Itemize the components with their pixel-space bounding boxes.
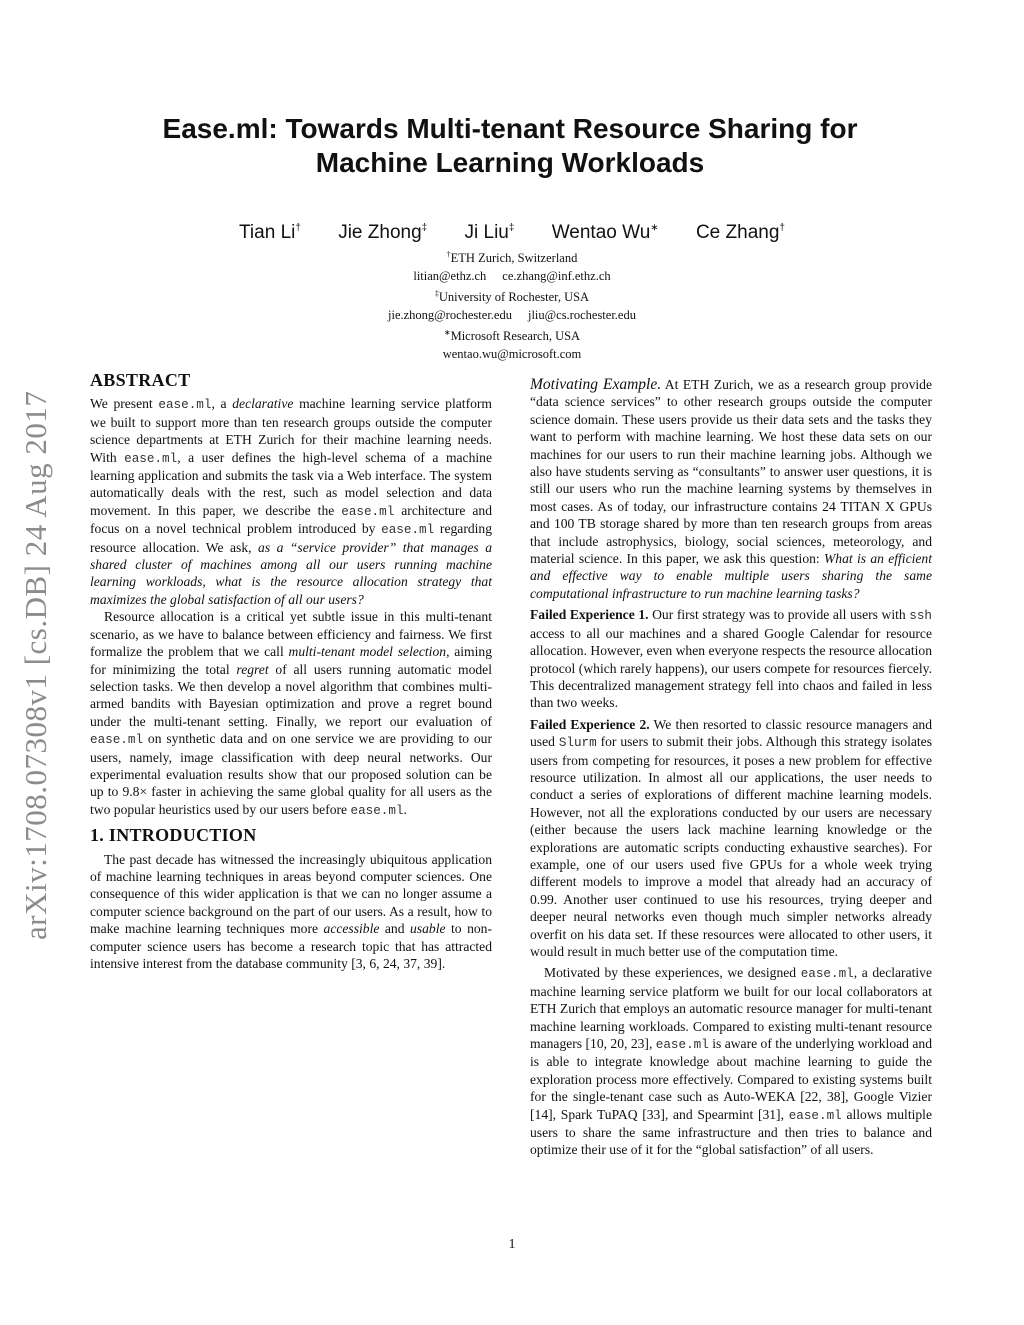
email: jliu@cs.rochester.edu [527,307,636,322]
paper-title [90,112,930,180]
author-mark: ‡ [421,222,428,234]
failed-experience-2-paragraph: Failed Experience 2. We then resorted to classic resource managers and used Slurm for users to submit their jobs. Although this strategy isolates users from competing for resources, it poses a new problem for effective resource utilization. In almost all our applications, the user needs to conduct a series of explorations of different machine learning models. However, not all the explorations conducted by our users are necessary (either because the users lack machine learning knowledge or the explorations are automatic scripts conducting exhaustive searches). For example, one of our users used five GPUs for a whole week trying different models to improve a model that already had an accuracy of 0.99. Another user continued to use his resources, trying deeper and deeper neural networks even though much simpler networks already overfit on his data set. If these resources were allocated to other users, it would result in much better use of the computation time. [530,716,932,959]
affiliation-mark: ‡ [434,289,439,299]
affiliation-mark: † [446,250,451,259]
author-mark: ‡ [508,222,515,234]
author-mark: ∗ [650,222,659,234]
author-name: Ce Zhang [695,222,780,243]
runin-heading: Failed Experience 1. [530,607,649,623]
email: jie.zhong@rochester.edu [388,307,512,322]
affiliation-name: Microsoft Research, USA [450,329,581,344]
author-name: Tian Li [239,222,296,243]
abstract-heading: ABSTRACT [90,370,191,390]
abstract-paragraph-1: We present ease.ml, a declarative machine learning service platform we built to support more than ten research groups outside the computer science departments at ETH Zurich for their machine learning needs. With ease.ml, a user defines the high-level schema of a machine learning application and submits the task via a Web interface. The system automatically deals with the rest, such as model selection and data movement. In this paper, we describe the ease.ml architecture and focus on a novel technical problem introduced by ease.ml regarding resource allocation. We ask, as a “service provider” that manages a shared cluster of machines among all our users running machine learning workloads, what is the resource allocation strategy that maximizes the global satisfaction of all our users? [90,396,493,607]
author [696,222,785,243]
page-number: 1 [508,1236,516,1251]
author-name: Jie Zhong [338,222,422,243]
right-column [530,376,932,1159]
emails-eth [0,268,1024,286]
author [239,222,301,243]
author-name: Wentao Wu [551,222,651,243]
title-line-1: Ease.ml: Towards Multi-tenant Resource Sharing for [162,113,858,144]
runin-heading: Failed Experience 2. [530,716,650,732]
failed-experience-1-paragraph: Failed Experience 1. Our first strategy was to provide all users with ssh access to all our machines and a shared Google Calendar for resource allocation. However, even when everyone respects the resource allocation protocol (which rarely happens), our users compete for resources fiercely. This decentralized management strategy fell into chaos and failed in less than two weeks. [530,607,932,711]
author [338,222,427,243]
motivated-paragraph: Motivated by these experiences, we designed ease.ml, a declarative machine learning service platform we built for our local collaborators at ETH Zurich that employs an automatic resource manager for multi-tenant machine learning workloads. Compared to existing multi-tenant resource managers [10, 20, 23], ease.ml is aware of the underlying workload and is able to integrate knowledge about machine learning to guide the exploration process more effectively. Compared to existing systems built for the single-tenant case such as Auto-WEKA [22, 38], Google Vizier [14], Spark TuPAQ [33], and Spearmint [31], ease.ml allows multiple users to share the same infrastructure and then tries to balance and optimize their use of it for the “global satisfaction” of all users. [530,965,932,1158]
affiliations [0,246,1024,363]
email: wentao.wu@microsoft.com [442,346,582,361]
introduction-paragraph-1: The past decade has witnessed the increasingly ubiquitous application of machine learning techniques in areas beyond computer sciences. One consequence of this wider application is that we can no longer assume a computer science background on the part of our users. As a result, how to make machine learning techniques more accessible and usable to non-computer science users has become a research topic that has attracted intensive interest from the database community [3, 6, 24, 37, 39]. [90,851,492,971]
introduction-heading: 1. INTRODUCTION [90,825,257,846]
left-column [90,372,492,972]
author [552,222,659,243]
email: litian@ethz.ch [413,268,487,283]
emails-rochester [0,307,1024,325]
affiliation-microsoft [0,324,1024,346]
abstract-paragraph-2: Resource allocation is a critical yet subtle issue in this multi-tenant scenario, as we have to balance between efficiency and fairness. We first formalize the problem that we call multi-tenant model selection, aiming for minimizing the total regret of all users running automatic model selection tasks. We then develop a novel algorithm that combines multi-armed bandits with Bayesian optimization and prove a regret bound under the multi-tenant setting. Finally, we report our evaluation of ease.ml on synthetic data and on one service we are providing to our users, namely, image classification with deep neural networks. Our experimental evaluation results show that our proposed solution can be up to 9.8× faster in achieving the same global quality for all users as the two popular heuristics used by our users before ease.ml. [90,609,492,818]
author [465,222,515,243]
emails-microsoft [0,346,1024,364]
motivating-example-paragraph: Motivating Example. At ETH Zurich, we as a research group provide “data science services” to other research groups outside the computer science domain. These users provide us their data sets and the tasks they want to perform with machine learning. We host these data sets on our machines for our users to run their machine learning jobs. Although we also have students serving as “consultants” to answer user questions, it is still our users who run the machine learning systems by themselves in most cases. As of today, our infrastructure contains 24 TITAN X GPUs and 100 TB storage shared by more than ten research groups from areas that include astrophysics, biology, social sciences, meteorology, and material science. In this paper, we ask this question: What is an efficient and effective way to enable multiple users sharing the same computational infrastructure to run machine learning tasks? [530,376,932,601]
affiliation-mark: ∗ [443,328,451,338]
affiliation-name: University of Rochester, USA [438,290,590,305]
affiliation-eth [0,246,1024,268]
affiliation-rochester [0,285,1024,307]
runin-heading: Motivating Example. [530,376,662,393]
author-mark: † [779,222,785,234]
author-list [0,222,1024,244]
arxiv-side-stamp: arXiv:1708.07308v1 [cs.DB] 24 Aug 2017 [18,390,53,940]
author-mark: † [295,222,301,234]
author-name: Ji Liu [464,222,509,243]
title-line-2: Machine Learning Workloads [315,147,705,178]
affiliation-name: ETH Zurich, Switzerland [450,251,578,266]
email: ce.zhang@inf.ethz.ch [502,268,611,283]
